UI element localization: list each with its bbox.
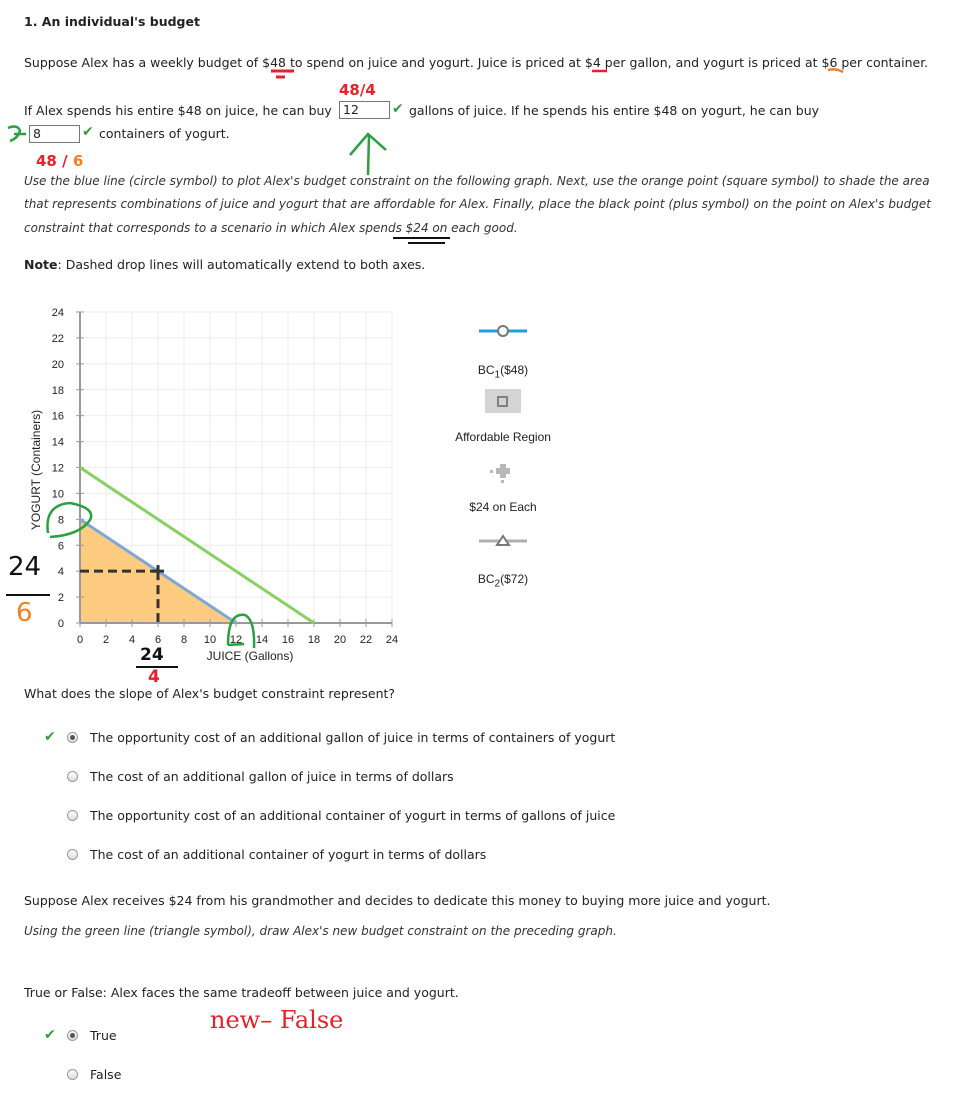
y-tick-label: 8 xyxy=(57,514,64,527)
juice-prompt: If Alex spends his entire $48 on juice, he can buy xyxy=(24,103,332,118)
option-label: The opportunity cost of an additional container of yogurt in terms of gallons of juice xyxy=(90,808,616,823)
x-tick-label: 6 xyxy=(154,634,162,646)
y-frac-bar xyxy=(6,594,50,596)
part2-paragraph: Suppose Alex receives $24 from his grandmother and decides to dedicate this money to buying more juice and yogurt. xyxy=(24,893,771,908)
radio-option[interactable] xyxy=(40,729,660,747)
x-tick-label: 14 xyxy=(255,634,269,646)
option-label: The cost of an additional container of yogurt in terms of dollars xyxy=(90,847,487,862)
slope-question: What does the slope of Alex's budget constraint represent? xyxy=(24,686,396,701)
x-frac-annotation-num: 24 xyxy=(140,645,164,665)
option-label: False xyxy=(90,1067,122,1082)
instructions-line: Use the blue line (circle symbol) to plot Alex's budget constraint on the following graph. Next, use the orange point (square symbol) to shade the area xyxy=(24,174,930,188)
x-tick-label: 16 xyxy=(281,634,295,646)
radio-option[interactable] xyxy=(40,807,660,825)
y-tick-label: 10 xyxy=(51,488,64,501)
legend-bc1-sub: 1 xyxy=(494,369,501,381)
yogurt-prompt: gallons of juice. If he spends his entire $48 on yogurt, he can buy xyxy=(409,103,820,118)
y-tick-label: 24 xyxy=(51,307,64,319)
yogurt-calc-den: 6 xyxy=(72,152,84,170)
yogurt-calc-num: 48 / xyxy=(36,152,68,170)
tf-annotation: new– False xyxy=(210,1006,344,1034)
radio-option[interactable] xyxy=(40,1066,660,1084)
y-tick-label: 18 xyxy=(51,384,64,397)
x-tick-label: 4 xyxy=(128,634,136,646)
legend-bc2-sub: 2 xyxy=(494,578,501,590)
correct-check-icon: ✔ xyxy=(44,729,56,745)
x-tick-label: 22 xyxy=(359,634,373,646)
y-tick-label: 20 xyxy=(51,358,64,371)
y-frac-annotation-num: 24 xyxy=(8,552,42,582)
y-tick-label: 16 xyxy=(51,410,64,423)
question-title: 1. An individual's budget xyxy=(24,14,200,29)
x-tick-label: 8 xyxy=(180,634,188,646)
intro-paragraph: Suppose Alex has a weekly budget of $48 to spend on juice and yogurt. Juice is priced at $4 per gallon, and yogurt is priced at $6 per container. xyxy=(24,55,929,70)
y-tick-label: 0 xyxy=(57,618,64,630)
y-frac-annotation-den: 6 xyxy=(16,598,33,628)
correct-check-icon: ✔ xyxy=(392,101,404,117)
legend-bc1-label xyxy=(433,363,573,380)
y-tick-label: 4 xyxy=(57,566,64,579)
x-tick-label: 18 xyxy=(307,634,321,646)
radio-option[interactable] xyxy=(40,846,660,864)
legend-bc2-tool[interactable] xyxy=(479,536,527,545)
x-tick-label: 2 xyxy=(102,634,110,646)
radio-button[interactable] xyxy=(67,810,78,821)
radio-option[interactable] xyxy=(40,768,660,786)
triangle-icon xyxy=(497,536,509,545)
option-label: The cost of an additional gallon of juice in terms of dollars xyxy=(90,769,454,784)
y-tick-label: 12 xyxy=(51,462,64,475)
radio-button[interactable] xyxy=(67,1030,78,1041)
radio-button[interactable] xyxy=(67,771,78,782)
circle-icon xyxy=(498,326,508,336)
radio-button[interactable] xyxy=(67,1069,78,1080)
x-tick-label: 10 xyxy=(203,634,217,646)
legend-24-each-label: $24 on Each xyxy=(469,500,537,514)
option-label: The opportunity cost of an additional gallon of juice in terms of containers of yogurt xyxy=(90,730,616,745)
x-frac-annotation-den: 4 xyxy=(148,667,160,687)
instructions-line: that represents combinations of juice and yogurt that are affordable for Alex. Finally, place the black point (plus symbol) on the point on Alex's budget xyxy=(24,197,931,211)
legend-24-each-tool[interactable] xyxy=(490,464,510,483)
y-axis-label: YOGURT (Containers) xyxy=(29,409,43,531)
legend-bc1-tool[interactable] xyxy=(479,326,527,336)
legend-bc1-tail: ($48) xyxy=(500,363,529,377)
legend-affordable-label: Affordable Region xyxy=(455,430,551,444)
juice-calc-annotation: 48/4 xyxy=(339,81,376,99)
x-tick-label: 20 xyxy=(333,634,347,646)
yogurt-containers-input[interactable]: 8 xyxy=(29,125,80,143)
x-tick-label: 12 xyxy=(229,634,243,646)
legend-bc1-main: BC xyxy=(477,363,495,377)
legend-bc2-main: BC xyxy=(477,572,495,586)
yogurt-suffix: containers of yogurt. xyxy=(99,126,230,141)
correct-check-icon: ✔ xyxy=(44,1027,56,1043)
juice-gallons-input[interactable]: 12 xyxy=(339,101,390,119)
y-tick-label: 14 xyxy=(51,436,64,449)
budget-graph[interactable] xyxy=(0,300,420,680)
radio-button[interactable] xyxy=(67,732,78,743)
radio-button[interactable] xyxy=(67,849,78,860)
option-label: True xyxy=(90,1028,117,1043)
green-arrows xyxy=(8,127,386,175)
x-axis-label: JUICE (Gallons) xyxy=(206,649,294,663)
y-tick-label: 6 xyxy=(57,540,64,553)
note-label: Note xyxy=(24,257,58,272)
legend-bc2-tail: ($72) xyxy=(500,572,529,586)
y-tick-label: 2 xyxy=(57,592,64,605)
y-tick-label: 22 xyxy=(51,332,64,345)
underline-marks xyxy=(271,69,843,243)
instructions-line: constraint that corresponds to a scenario in which Alex spends $24 on each good. xyxy=(24,221,518,235)
part2-instructions: Using the green line (triangle symbol), draw Alex's new budget constraint on the preceding graph. xyxy=(24,924,617,938)
x-tick-label: 24 xyxy=(385,634,399,646)
note-text: : Dashed drop lines will automatically extend to both axes. xyxy=(57,257,426,272)
correct-check-icon: ✔ xyxy=(82,124,94,140)
radio-option[interactable] xyxy=(40,1027,660,1045)
legend-bc2-label xyxy=(433,572,573,589)
x-tick-label: 0 xyxy=(76,634,84,646)
tradeoff-question: True or False: Alex faces the same tradeoff between juice and yogurt. xyxy=(24,985,459,1000)
legend-affordable-tool[interactable] xyxy=(485,389,521,413)
